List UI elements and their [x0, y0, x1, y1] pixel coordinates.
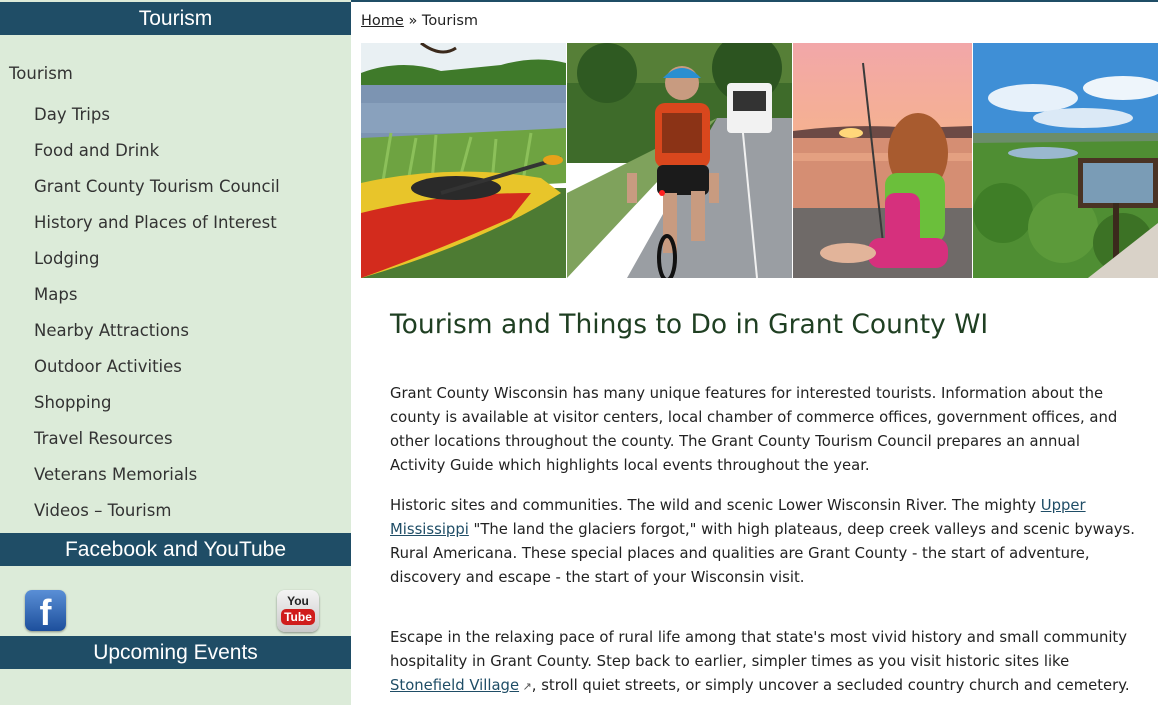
sidebar-menu: [0, 97, 351, 529]
youtube-icon[interactable]: [277, 590, 319, 632]
breadcrumb-separator: »: [408, 13, 418, 29]
sidebar-item-history[interactable]: History and Places of Interest: [34, 213, 277, 232]
sidebar-item-veterans-memorials[interactable]: Veterans Memorials: [34, 465, 198, 484]
sidebar-item-travel-resources[interactable]: Travel Resources: [34, 429, 173, 448]
hero-photo-fishing-sunset: [793, 43, 972, 278]
para3-text-before: Escape in the relaxing pace of rural life among that state's most vivid history and small community hospitality in Grant County. Step back to earlier, simpler times as you visit historic sites like: [390, 629, 1127, 670]
sidebar-item-day-trips[interactable]: Day Trips: [34, 105, 110, 124]
sidebar-item-maps[interactable]: Maps: [34, 285, 78, 304]
rural-life-paragraph: [390, 626, 1138, 699]
upper-mississippi-link[interactable]: Upper Mississippi: [390, 497, 1086, 538]
sidebar-item-food-and-drink[interactable]: Food and Drink: [34, 141, 160, 160]
sidebar-item-videos-tourism[interactable]: Videos – Tourism: [34, 501, 172, 520]
facebook-icon[interactable]: f: [25, 590, 66, 631]
sidebar-item-tourism-council[interactable]: Grant County Tourism Council: [34, 177, 280, 196]
top-border: [351, 0, 1158, 2]
sidebar-root-tourism[interactable]: Tourism: [9, 64, 73, 83]
sidebar-item-shopping[interactable]: Shopping: [34, 393, 112, 412]
social-links: [0, 567, 351, 636]
para2-text-before: Historic sites and communities. The wild and scenic Lower Wisconsin River. The mighty: [390, 497, 1041, 514]
sidebar-item-outdoor-activities[interactable]: Outdoor Activities: [34, 357, 182, 376]
sidebar-heading-events: Upcoming Events: [0, 636, 351, 669]
sidebar-heading-social: Facebook and YouTube: [0, 533, 351, 566]
highlights-paragraph: [390, 494, 1138, 590]
youtube-you-text: You: [287, 594, 309, 608]
hero-photo-kayak: [361, 43, 566, 278]
hero-image-strip: [361, 43, 1158, 278]
hero-photo-cyclist: [567, 43, 792, 278]
para3-text-after: , stroll quiet streets, or simply uncover a secluded country church and cemetery.: [531, 677, 1130, 694]
sidebar-heading-tourism: Tourism: [0, 2, 351, 35]
youtube-tube-text: Tube: [281, 609, 315, 625]
intro-paragraph: Grant County Wisconsin has many unique features for interested tourists. Information about the county is available at visitor centers, local chamber of commerce offices, government offices, and other locations throughout the county. The Grant County Tourism Council prepares an annual Activity Guide which highlights local events throughout the year.: [390, 385, 1118, 474]
sidebar: [0, 0, 351, 705]
stonefield-village-link[interactable]: Stonefield Village: [390, 677, 520, 694]
breadcrumb: [361, 13, 478, 29]
page-title: Tourism and Things to Do in Grant County WI: [390, 309, 989, 340]
external-link-icon: ↗: [519, 680, 532, 693]
sidebar-item-lodging[interactable]: Lodging: [34, 249, 100, 268]
sidebar-item-nearby-attractions[interactable]: Nearby Attractions: [34, 321, 189, 340]
hero-photo-river-valley: [973, 43, 1158, 278]
breadcrumb-current: Tourism: [421, 13, 479, 29]
para2-text-after: "The land the glaciers forgot," with high plateaus, deep creek valleys and scenic byways. Rural Americana. These special places and qualities are Grant County - the start of adventure, discovery and escape - the start of your Wisconsin visit.: [390, 521, 1135, 586]
breadcrumb-home-link[interactable]: Home: [361, 13, 404, 29]
